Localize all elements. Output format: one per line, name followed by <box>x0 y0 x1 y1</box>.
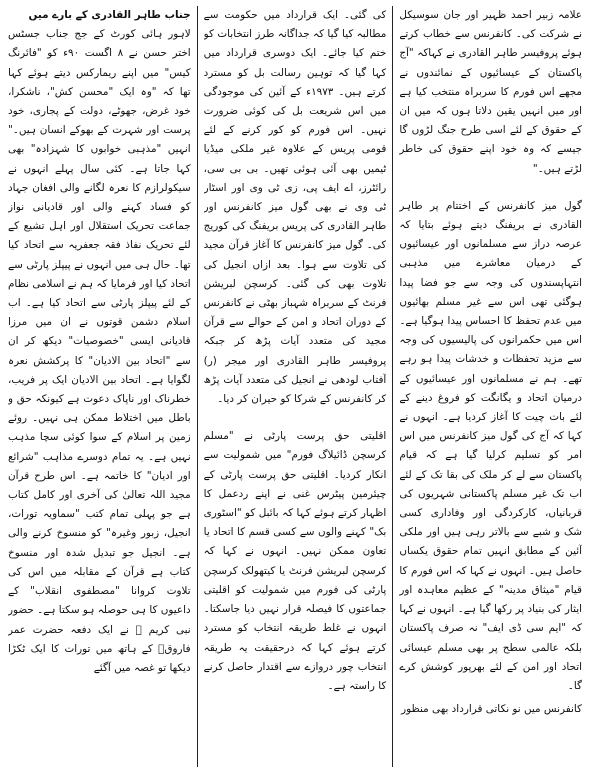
paragraph: گول میز کانفرنس کے اختتام پر طاہر القادری نے بریفنگ دیتے ہوئے بتایا کہ عرصہ دراز سے مسلمانوں اور عیسائیوں کے درمیان معاشرے میں مذہبی انتہاپسندوں کی وجہ سے جو فضا پیدا ہوگئی تھی اس سے غیر مسلم بھائیوں میں عدم تحفظ کا احساس پیدا ہوگیا ہے۔ اس میں حکمرانوں کی پالیسیوں کی وجہ سے مزید تحفظات و خدشات پیدا ہو رہے تھے۔ ہم نے مسلمانوں اور عیسائیوں کے درمیان اتحاد و یگانگت کو فروغ دینے کے لئے بات چیت کا آغاز کردیا ہے۔ انہوں نے کہا کہ آج کی گول میز کانفرنس میں اس امر کو تسلیم کرلیا گیا ہے کہ قیام پاکستان سے لے کر ملک کی بقا تک کے لئے اب تک غیر مسلم پاکستانی شہریوں کی قربانیاں، کارکردگی اور وفاداری کسی شک و شبے سے بالاتر رہی ہیں اور ملکی آئین کے مطابق انہیں تمام حقوق یکساں حاصل ہیں۔ انہوں نے کہا کہ اس فورم کا قیام "میثاق مدینہ" کے عظیم معاہدہ اور ایثار کی بنیاد پر رکھا گیا ہے۔ انہوں نے کہا کہ "ایم سی ڈی ایف" نہ صرف پاکستان بلکہ عالمی سطح پر بھی مسلم عیسائی اتحاد اور امن کے لئے بھرپور کوشش کرے گا۔ <box>399 199 582 692</box>
paragraph: کی گئی۔ ایک قرارداد میں حکومت سے مطالبہ کیا گیا کہ جداگانہ طرز انتخابات کو ختم کیا جائے۔ ایک دوسری قرارداد میں کہا گیا کہ توہین رسالت بل کو مسترد کرتے ہیں۔ ۱۹۷۳ء کے آئین کی موجودگی میں اس شریعت بل کی کوئی ضرورت نہیں۔ اس فورم کو کور کرنے کے لئے قومی پریس کے علاوہ غیر ملکی میڈیا ٹیمیں بھی آئی ہوئی تھیں۔ بی بی سی، رائٹرز، اے ایف پی، زی ٹی وی اور اسٹار ٹی وی نے بھی گول میز کانفرنس اور طاہر القادری کی پریس بریفنگ کی کوریج کی۔ گول میز کانفرنس کا آغاز قرآن مجید کی تلاوت سے ہوا۔ بعد ازاں انجیل کی تلاوت بھی کی گئی۔ کرسچن لبریشن فرنٹ کے سربراہ شہباز بھٹی نے کانفرنس کے دوران اتحاد و امن کے حوالے سے قرآن مجید کی متعدد آیات پڑھ کر جبکہ پروفیسر طاہر القادری اور میجر (ر) آفتاب لودھی نے انجیل کی متعدد آیات پڑھ کر کانفرنس کے شرکا کو حیران کر دیا۔ <box>203 9 387 406</box>
column-divider <box>197 6 198 767</box>
column-left <box>8 6 191 767</box>
paragraph: اقلیتی حق پرست پارٹی نے "مسلم کرسچن ڈائیلاگ فورم" میں شمولیت سے انکار کردیا۔ اقلیتی حق پرست پارٹی کے چیئرمین پیٹرس غنی نے اپنے ردعمل کا اظہار کرتے ہوئے کہا کہ بائبل کو "اسٹوری بک" کہنے والوں سے کسی قسم کا اتحاد یا تعاون ممکن نہیں۔ انہوں نے کہا کہ کرسچن لبریشن فرنٹ یا کیتھولک کرسچن پارٹی کی فورم میں شمولیت کو اقلیتی جماعتوں کا فیصلہ قرار نہیں دیا جاسکتا۔ انہوں نے غلط طریقہ انتخاب کو مسترد کرتے ہوئے کہا کہ درحقیقت یہ طریقہ انتخاب چور دروازے سے اقتدار حاصل کرنے کا راستہ ہے۔ <box>203 430 387 692</box>
section-heading: جناب طاہر القادری کے بارے میں <box>28 9 191 21</box>
column-divider <box>392 6 393 767</box>
column-right <box>399 6 582 767</box>
paragraph: لاہور ہائی کورٹ کے جج جناب جسٹس اختر حسن نے ۸ اگست ۹۰ء کو "فائرنگ کیس" میں اپنے ریمارکس دیتے ہوئے کہا تھا کہ "وہ ایک "محسن کش"، ناشکرا، خود غرض، جھوٹے، دولت کے پجاری، خود پرست اور شہرت کے بھوکے انسان ہیں۔" انہیں "مذہبی خوابوں کا شہزادہ" بھی کہا جاتا ہے۔ کئی سال پہلے انہوں نے سیکولرازم کا نعرہ لگانے والی افغان جہاد کو فساد کہنے والی اور قادیانی نواز جماعت تحریک استقلال اور اہل تشیع کے لئے تحریک نفاذ فقہ جعفریہ سے اتحاد کیا تھا۔ حال ہی میں انہوں نے پیپلز پارٹی سے اتحاد کیا اور فرمایا کہ ہم نے اسلامی نظام کے لئے پیپلز پارٹی سے اتحاد کیا ہے۔ اب اسلام دشمن قوتوں نے ان میں مرزا قادیانی ایسی "خصوصیات" دیکھ کر ان سے "اتحاد بین الادیان" کا پرکشش نعرہ لگوایا ہے۔ اتحاد بین الادیان ایک پر فریب، خطرناک اور ناپاک دعوت ہے کیونکہ حق و باطل میں اختلاط ممکن ہی نہیں۔ روئے زمین پر اسلام کے سوا کوئی سچا مذہب نہیں ہے۔ یہ تمام دوسرے مذاہب "شرائع اور ادیان" کا خاتمہ ہے۔ اس طرح قرآن مجید اللہ تعالیٰ کی آخری اور کامل کتاب ہے جو پہلی تمام کتب "سماویہ تورات، انجیل، زبور وغیرہ" کو منسوخ کرنے والی ہے۔ انجیل جو تبدیل شدہ اور منسوخ کتاب ہے قرآن کے مقابلہ میں اس کی تلاوت کروانا "مصطفوی انقلاب" کے داعیوں کا ہی حوصلہ ہو سکتا ہے۔ حضور نبی کریم ﷺ نے ایک دفعہ حضرت عمر فاروقؓ کے ہاتھ میں تورات کا ایک ٹکڑا دیکھا تو غصہ میں آگئے <box>7 28 191 674</box>
paragraph: کانفرنس میں نو نکاتی قرارداد بھی منظور <box>401 703 582 716</box>
paragraph: علامہ زبیر احمد ظہیر اور جان سوسیکل نے شرکت کی۔ کانفرنس سے خطاب کرتے ہوئے پروفیسر طاہر القادری نے کہاکہ "آج پاکستان کے عیسائیوں کے نمائندوں نے مجھے اس فورم کا سربراہ منتخب کیا ہے اور میں انہیں یقین دلاتا ہوں کہ میں ان کے حقوق کے لئے اسی طرح جنگ لڑوں گا جیسے کہ وہ خود اپنے حقوق کی خاطر لڑتے ہیں۔" <box>399 9 582 175</box>
column-middle <box>204 6 387 767</box>
